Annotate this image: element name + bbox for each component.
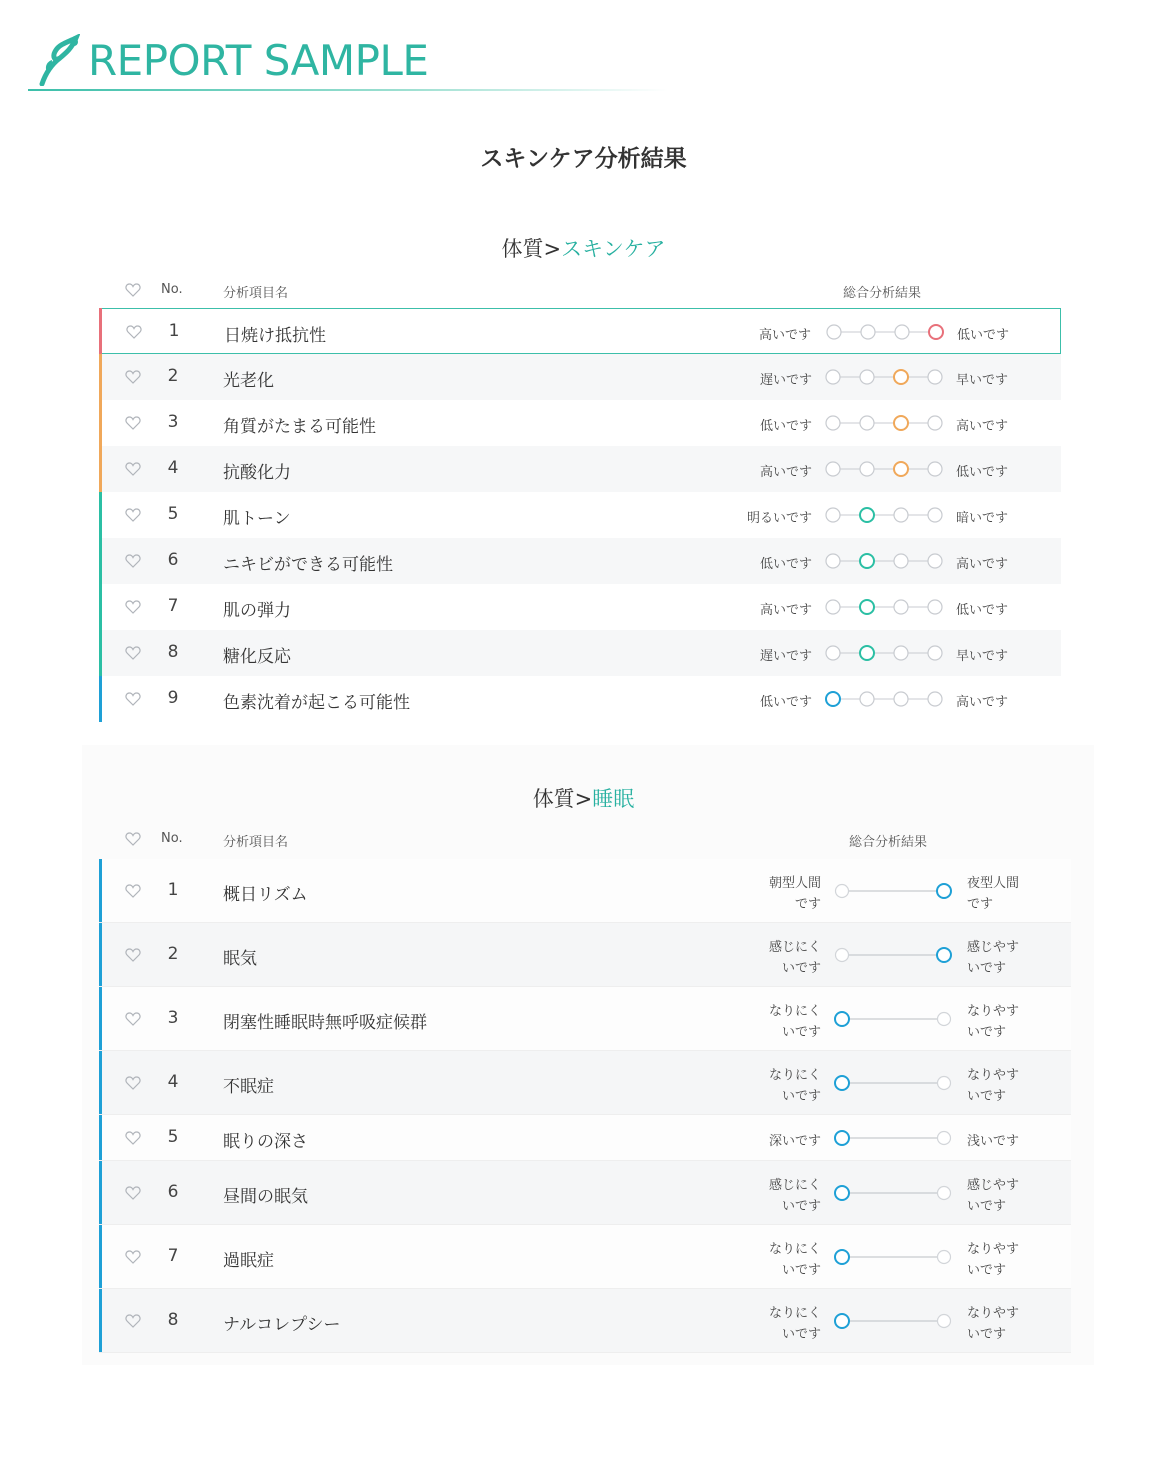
scale-right-label: 感じやす xyxy=(967,1178,1020,1193)
table-row xyxy=(99,308,1061,354)
scale-left-label: 朝型人間 xyxy=(768,876,821,891)
scale-left-label-2: いです xyxy=(781,1089,821,1104)
table-row xyxy=(99,446,1061,492)
scale-dot xyxy=(836,949,849,962)
level-scale xyxy=(824,643,944,663)
level-scale xyxy=(832,881,956,901)
scale-dot-active xyxy=(835,1186,849,1200)
scale-left-label-2: いです xyxy=(781,1199,821,1214)
scale-dot xyxy=(860,370,874,384)
row-color-bar xyxy=(99,630,102,676)
row-number: 5 xyxy=(167,504,179,524)
scale-left-label: なりにく xyxy=(768,1068,821,1083)
scale-dot xyxy=(938,1187,951,1200)
heart-icon[interactable] xyxy=(125,645,141,661)
row-number: 8 xyxy=(167,1310,179,1330)
heart-icon[interactable] xyxy=(125,1075,141,1091)
row-color-bar xyxy=(99,923,102,986)
scale-left-label: 高いです xyxy=(759,603,812,618)
scale-dot xyxy=(928,554,942,568)
scale-left-label-2: です xyxy=(794,897,821,912)
scale-dot xyxy=(928,646,942,660)
scale-left-label: 遅いです xyxy=(759,373,812,388)
scale-dot xyxy=(928,692,942,706)
scale-dot xyxy=(826,370,840,384)
scale-right-label: 高いです xyxy=(956,419,1009,434)
row-name: 昼間の眠気 xyxy=(223,1187,308,1207)
scale-dot-active xyxy=(835,1131,849,1145)
table-row xyxy=(99,923,1071,987)
table-row xyxy=(99,859,1071,923)
level-scale xyxy=(824,413,944,433)
row-number: 5 xyxy=(167,1127,179,1147)
row-number: 4 xyxy=(167,1072,179,1092)
heart-icon[interactable] xyxy=(125,691,141,707)
level-scale xyxy=(824,551,944,571)
scale-left-label: 高いです xyxy=(758,328,811,343)
row-color-bar xyxy=(99,400,102,446)
scale-right-label: なりやす xyxy=(967,1004,1020,1019)
scale-right-label-2: いです xyxy=(967,1327,1007,1342)
row-name: 過眠症 xyxy=(223,1251,274,1271)
scale-right-label: 低いです xyxy=(956,603,1009,618)
heart-icon[interactable] xyxy=(125,599,141,615)
scale-right-label-2: いです xyxy=(967,961,1007,976)
row-name: 閉塞性睡眠時無呼吸症候群 xyxy=(223,1013,427,1033)
scale-left-label-2: いです xyxy=(781,961,821,976)
row-number: 2 xyxy=(167,944,179,964)
heart-icon xyxy=(125,282,141,298)
row-number: 1 xyxy=(167,880,179,900)
level-scale xyxy=(832,1247,956,1267)
scale-right-label: なりやす xyxy=(967,1306,1020,1321)
table-row xyxy=(99,492,1061,538)
scale-right-label-2: いです xyxy=(967,1025,1007,1040)
row-name: 肌の弾力 xyxy=(223,601,291,621)
scale-dot-active xyxy=(929,325,943,339)
scale-dot-active xyxy=(835,1012,849,1026)
skincare-table xyxy=(99,308,1061,724)
level-scale xyxy=(832,1009,956,1029)
scale-dot xyxy=(826,646,840,660)
scale-right-label: 夜型人間 xyxy=(967,876,1020,891)
scale-dot-active xyxy=(894,370,908,384)
heart-icon[interactable] xyxy=(125,415,141,431)
scale-left-label-2: いです xyxy=(781,1263,821,1278)
row-name: 光老化 xyxy=(223,371,274,391)
report-header xyxy=(28,26,668,96)
row-name: 角質がたまる可能性 xyxy=(223,417,376,437)
row-number: 7 xyxy=(167,596,179,616)
scale-left-label: 低いです xyxy=(759,557,812,572)
table-row xyxy=(99,354,1061,400)
scale-right-label: 早いです xyxy=(956,649,1009,664)
heart-icon[interactable] xyxy=(125,1011,141,1027)
scale-dot xyxy=(894,692,908,706)
page-title: スキンケア分析結果 xyxy=(480,146,687,172)
leaf-logo-icon xyxy=(36,34,80,86)
row-number: 3 xyxy=(167,412,179,432)
level-scale xyxy=(824,505,944,525)
level-scale xyxy=(832,1128,956,1148)
row-color-bar xyxy=(99,492,102,538)
level-scale xyxy=(824,689,944,709)
column-name: 分析項目名 xyxy=(223,286,289,301)
section-title-sleep xyxy=(0,783,1167,813)
row-color-bar xyxy=(99,354,102,400)
column-name: 分析項目名 xyxy=(223,835,289,850)
scale-dot-active xyxy=(894,462,908,476)
scale-dot xyxy=(860,462,874,476)
scale-left-label: なりにく xyxy=(768,1242,821,1257)
scale-right-label-2: いです xyxy=(967,1089,1007,1104)
scale-dot xyxy=(860,692,874,706)
table-row xyxy=(99,1161,1071,1225)
row-number: 6 xyxy=(167,550,179,570)
row-color-bar xyxy=(99,1161,102,1224)
row-number: 3 xyxy=(167,1008,179,1028)
scale-left-label: 明るいです xyxy=(746,511,812,526)
level-scale xyxy=(825,322,945,342)
row-number: 7 xyxy=(167,1246,179,1266)
row-number: 4 xyxy=(167,458,179,478)
scale-dot xyxy=(938,1077,951,1090)
scale-dot xyxy=(895,325,909,339)
level-scale xyxy=(824,597,944,617)
row-name: 肌トーン xyxy=(223,509,291,529)
level-scale xyxy=(824,367,944,387)
row-name: 糖化反応 xyxy=(223,647,291,667)
row-color-bar xyxy=(99,1051,102,1114)
sleep-column-header xyxy=(99,831,1071,849)
section-prefix: 体質> xyxy=(532,787,593,811)
scale-right-label: なりやす xyxy=(967,1068,1020,1083)
table-row xyxy=(99,1115,1071,1161)
scale-right-label: 感じやす xyxy=(967,940,1020,955)
heart-icon[interactable] xyxy=(125,553,141,569)
table-row xyxy=(99,987,1071,1051)
scale-dot-active xyxy=(894,416,908,430)
scale-left-label-2: いです xyxy=(781,1025,821,1040)
scale-dot xyxy=(826,416,840,430)
heart-icon[interactable] xyxy=(126,324,142,340)
column-no: No. xyxy=(161,282,183,297)
row-color-bar xyxy=(99,584,102,630)
level-scale xyxy=(832,945,956,965)
heart-icon[interactable] xyxy=(125,1313,141,1329)
skincare-column-header xyxy=(99,282,1061,300)
row-name: 眠気 xyxy=(223,949,257,969)
scale-dot xyxy=(894,646,908,660)
scale-dot-active xyxy=(860,554,874,568)
scale-left-label: 感じにく xyxy=(768,1178,821,1193)
row-color-bar xyxy=(99,987,102,1050)
sleep-table xyxy=(99,859,1071,1355)
row-color-bar xyxy=(99,1225,102,1288)
heart-icon xyxy=(125,831,141,847)
row-name: 不眠症 xyxy=(223,1077,274,1097)
scale-dot xyxy=(826,462,840,476)
scale-dot xyxy=(826,600,840,614)
scale-dot xyxy=(928,416,942,430)
scale-dot xyxy=(928,600,942,614)
scale-left-label: なりにく xyxy=(768,1004,821,1019)
table-row xyxy=(99,584,1061,630)
scale-right-label-2: です xyxy=(967,897,994,912)
scale-left-label: なりにく xyxy=(768,1306,821,1321)
table-row xyxy=(99,538,1061,584)
scale-dot xyxy=(860,416,874,430)
heart-icon[interactable] xyxy=(125,1249,141,1265)
row-color-bar xyxy=(99,308,102,354)
level-scale xyxy=(832,1183,956,1203)
column-result: 総合分析結果 xyxy=(849,835,928,850)
scale-right-label: 低いです xyxy=(957,328,1010,343)
scale-right-label-2: いです xyxy=(967,1199,1007,1214)
scale-right-label: 浅いです xyxy=(967,1134,1020,1149)
scale-dot xyxy=(938,1132,951,1145)
level-scale xyxy=(832,1073,956,1093)
section-accent: 睡眠 xyxy=(592,787,635,811)
row-name: 日焼け抵抗性 xyxy=(224,326,326,346)
scale-dot xyxy=(836,885,849,898)
row-color-bar xyxy=(99,1289,102,1352)
column-result: 総合分析結果 xyxy=(843,286,922,301)
row-name: ナルコレプシー xyxy=(223,1315,341,1335)
table-row xyxy=(99,1051,1071,1115)
heart-icon[interactable] xyxy=(125,1185,141,1201)
heart-icon[interactable] xyxy=(125,883,141,899)
row-color-bar xyxy=(99,446,102,492)
scale-dot xyxy=(938,1013,951,1026)
scale-dot xyxy=(938,1315,951,1328)
scale-dot xyxy=(928,462,942,476)
scale-dot xyxy=(928,508,942,522)
row-color-bar xyxy=(99,676,102,722)
scale-dot-active xyxy=(835,1314,849,1328)
scale-left-label: 遅いです xyxy=(759,649,812,664)
row-color-bar xyxy=(99,538,102,584)
scale-left-label: 深いです xyxy=(768,1134,821,1149)
row-number: 2 xyxy=(167,366,179,386)
row-number: 8 xyxy=(167,642,179,662)
row-number: 6 xyxy=(167,1182,179,1202)
scale-left-label-2: いです xyxy=(781,1327,821,1342)
scale-dot-active xyxy=(937,948,951,962)
scale-left-label: 低いです xyxy=(759,419,812,434)
scale-right-label: 高いです xyxy=(956,695,1009,710)
scale-dot xyxy=(894,600,908,614)
heart-icon[interactable] xyxy=(125,1130,141,1146)
header-underline xyxy=(28,89,668,91)
section-accent: スキンケア xyxy=(561,237,666,261)
scale-right-label: なりやす xyxy=(967,1242,1020,1257)
scale-right-label: 低いです xyxy=(956,465,1009,480)
row-name: 眠りの深さ xyxy=(223,1132,308,1152)
level-scale xyxy=(832,1311,956,1331)
table-row xyxy=(99,400,1061,446)
scale-dot xyxy=(826,554,840,568)
heart-icon[interactable] xyxy=(125,461,141,477)
table-row xyxy=(99,630,1061,676)
scale-left-label: 高いです xyxy=(759,465,812,480)
scale-dot-active xyxy=(860,646,874,660)
table-row xyxy=(99,1289,1071,1353)
table-row xyxy=(99,676,1061,722)
scale-right-label-2: いです xyxy=(967,1263,1007,1278)
section-title-skincare xyxy=(0,233,1167,263)
heart-icon[interactable] xyxy=(125,947,141,963)
heart-icon[interactable] xyxy=(125,507,141,523)
row-number: 1 xyxy=(168,321,180,341)
scale-dot-active xyxy=(826,692,840,706)
scale-dot xyxy=(894,554,908,568)
scale-dot xyxy=(928,370,942,384)
scale-dot-active xyxy=(860,600,874,614)
row-name: 抗酸化力 xyxy=(223,463,291,483)
column-no: No. xyxy=(161,831,183,846)
scale-dot-active xyxy=(860,508,874,522)
section-prefix: 体質> xyxy=(501,237,562,261)
row-color-bar xyxy=(99,859,102,922)
level-scale xyxy=(824,459,944,479)
scale-dot xyxy=(861,325,875,339)
scale-dot-active xyxy=(835,1076,849,1090)
row-color-bar xyxy=(99,1115,102,1160)
scale-left-label: 低いです xyxy=(759,695,812,710)
scale-right-label: 高いです xyxy=(956,557,1009,572)
scale-dot xyxy=(827,325,841,339)
row-name: 色素沈着が起こる可能性 xyxy=(223,693,410,713)
heart-icon[interactable] xyxy=(125,369,141,385)
report-title: REPORT SAMPLE xyxy=(88,36,429,85)
row-name: ニキビができる可能性 xyxy=(223,555,393,575)
scale-right-label: 暗いです xyxy=(956,511,1009,526)
scale-dot xyxy=(826,508,840,522)
row-name: 概日リズム xyxy=(223,885,308,905)
scale-dot xyxy=(894,508,908,522)
scale-dot-active xyxy=(937,884,951,898)
table-row xyxy=(99,1225,1071,1289)
scale-left-label: 感じにく xyxy=(768,940,821,955)
row-number: 9 xyxy=(167,688,179,708)
scale-dot xyxy=(938,1251,951,1264)
scale-right-label: 早いです xyxy=(956,373,1009,388)
scale-dot-active xyxy=(835,1250,849,1264)
